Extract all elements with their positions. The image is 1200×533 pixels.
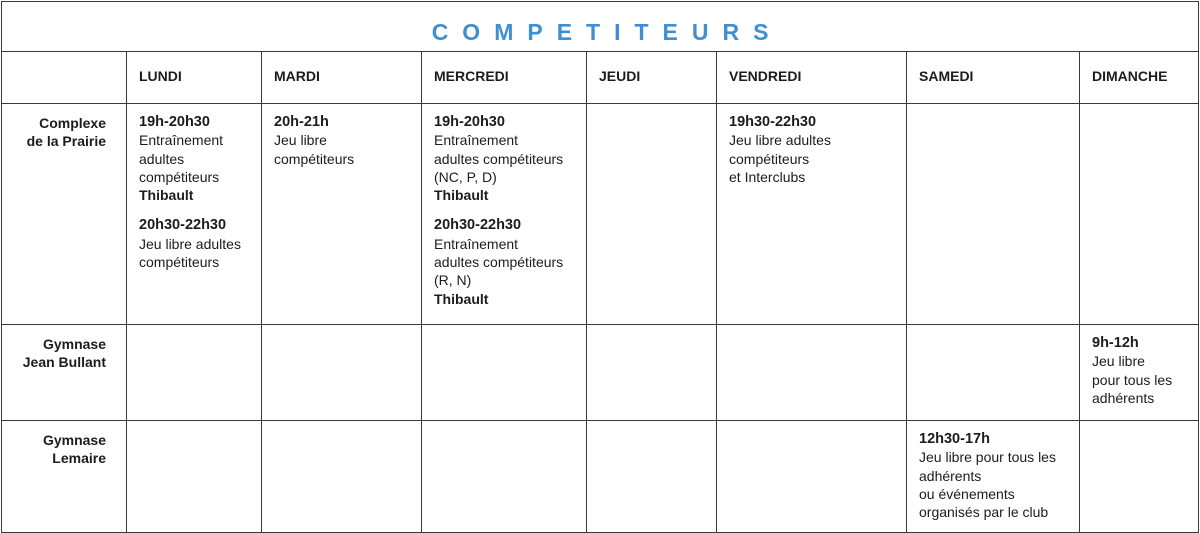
slot-description: Entraînement adultes compétiteurs (R, N) — [434, 235, 564, 289]
location-cell — [2, 421, 127, 533]
day-label: MERCREDI — [434, 68, 509, 84]
location-row — [2, 104, 1199, 325]
day-label: SAMEDI — [919, 68, 974, 84]
page-title: COMPETITEURS — [431, 19, 783, 45]
time-slot — [139, 216, 255, 271]
day-label: JEUDI — [599, 68, 641, 84]
schedule-cell — [717, 421, 907, 533]
day-label: LUNDI — [139, 68, 182, 84]
schedule-cell — [907, 421, 1080, 533]
time-slot — [729, 113, 900, 186]
time-slot — [274, 113, 415, 168]
time-slot — [1092, 334, 1192, 407]
day-header-row — [2, 52, 1199, 104]
slot-time: 19h30-22h30 — [729, 114, 817, 130]
location-name-line: Lemaire — [52, 450, 106, 466]
schedule-cell — [1080, 421, 1199, 533]
schedule-cell — [262, 104, 422, 325]
location-row — [2, 421, 1199, 533]
slot-time: 20h-21h — [274, 114, 329, 130]
day-header-2 — [422, 52, 587, 104]
slot-time: 12h30-17h — [919, 431, 990, 447]
schedule-cell — [422, 325, 587, 421]
schedule-cell — [422, 421, 587, 533]
location-name — [2, 325, 126, 371]
location-name-line: Gymnase — [42, 432, 106, 448]
day-header-0 — [127, 52, 262, 104]
schedule-cell — [907, 104, 1080, 325]
day-header-1 — [262, 52, 422, 104]
day-label: DIMANCHE — [1092, 68, 1168, 84]
location-cell — [2, 104, 127, 325]
schedule-cell — [262, 421, 422, 533]
schedule-cell — [127, 421, 262, 533]
time-slot — [434, 113, 580, 204]
title-cell — [2, 2, 1199, 52]
schedule-cell — [587, 421, 717, 533]
schedule-cell — [127, 325, 262, 421]
slot-description: Jeu libre pour tous les adhérents ou événements organisés par le club — [919, 449, 1056, 521]
schedule-cell — [1080, 325, 1199, 421]
slot-description: Jeu libre pour tous les adhérents — [1092, 353, 1173, 406]
schedule-cell — [907, 325, 1080, 421]
slot-time: 19h-20h30 — [434, 114, 505, 130]
location-name-line: de la Prairie — [26, 133, 106, 149]
day-header-4 — [717, 52, 907, 104]
schedule-cell — [717, 325, 907, 421]
slot-time: 9h-12h — [1092, 335, 1139, 351]
day-label: MARDI — [274, 68, 320, 84]
schedule-cell — [422, 104, 587, 325]
day-header-5 — [907, 52, 1080, 104]
location-name-line: Complexe — [39, 115, 106, 131]
slot-time: 20h30-22h30 — [434, 217, 522, 234]
schedule-cell — [717, 104, 907, 325]
location-cell — [2, 325, 127, 421]
slot-description: Jeu libre adultes compétiteurs et Interclubs — [729, 132, 831, 185]
slot-coach: Thibault — [434, 187, 489, 204]
location-row — [2, 325, 1199, 421]
slot-description: Jeu libre adultes compétiteurs — [139, 235, 241, 271]
day-label: VENDREDI — [729, 68, 802, 84]
slot-coach: Thibault — [139, 187, 194, 204]
location-name — [2, 104, 126, 150]
slot-description: Entraînement adultes compétiteurs (NC, P, D) — [434, 132, 564, 185]
slot-time: 19h-20h30 — [139, 114, 210, 130]
corner-cell — [2, 52, 127, 104]
schedule-cell — [587, 325, 717, 421]
time-slot — [919, 430, 1073, 521]
slot-coach: Thibault — [434, 290, 489, 307]
location-name-line: Jean Bullant — [22, 354, 106, 370]
schedule-cell — [587, 104, 717, 325]
day-header-6 — [1080, 52, 1199, 104]
slot-time: 20h30-22h30 — [139, 217, 227, 234]
day-header-3 — [587, 52, 717, 104]
schedule-cell — [1080, 104, 1199, 325]
time-slot — [139, 113, 255, 204]
time-slot — [434, 216, 580, 307]
schedule-cell — [127, 104, 262, 325]
location-name-line: Gymnase — [42, 336, 106, 352]
location-name — [2, 421, 126, 467]
schedule-cell — [262, 325, 422, 421]
schedule-body — [2, 104, 1199, 533]
slot-description: Jeu libre compétiteurs — [274, 132, 355, 167]
slot-description: Entraînement adultes compétiteurs — [139, 132, 224, 185]
schedule-table — [1, 1, 1199, 533]
